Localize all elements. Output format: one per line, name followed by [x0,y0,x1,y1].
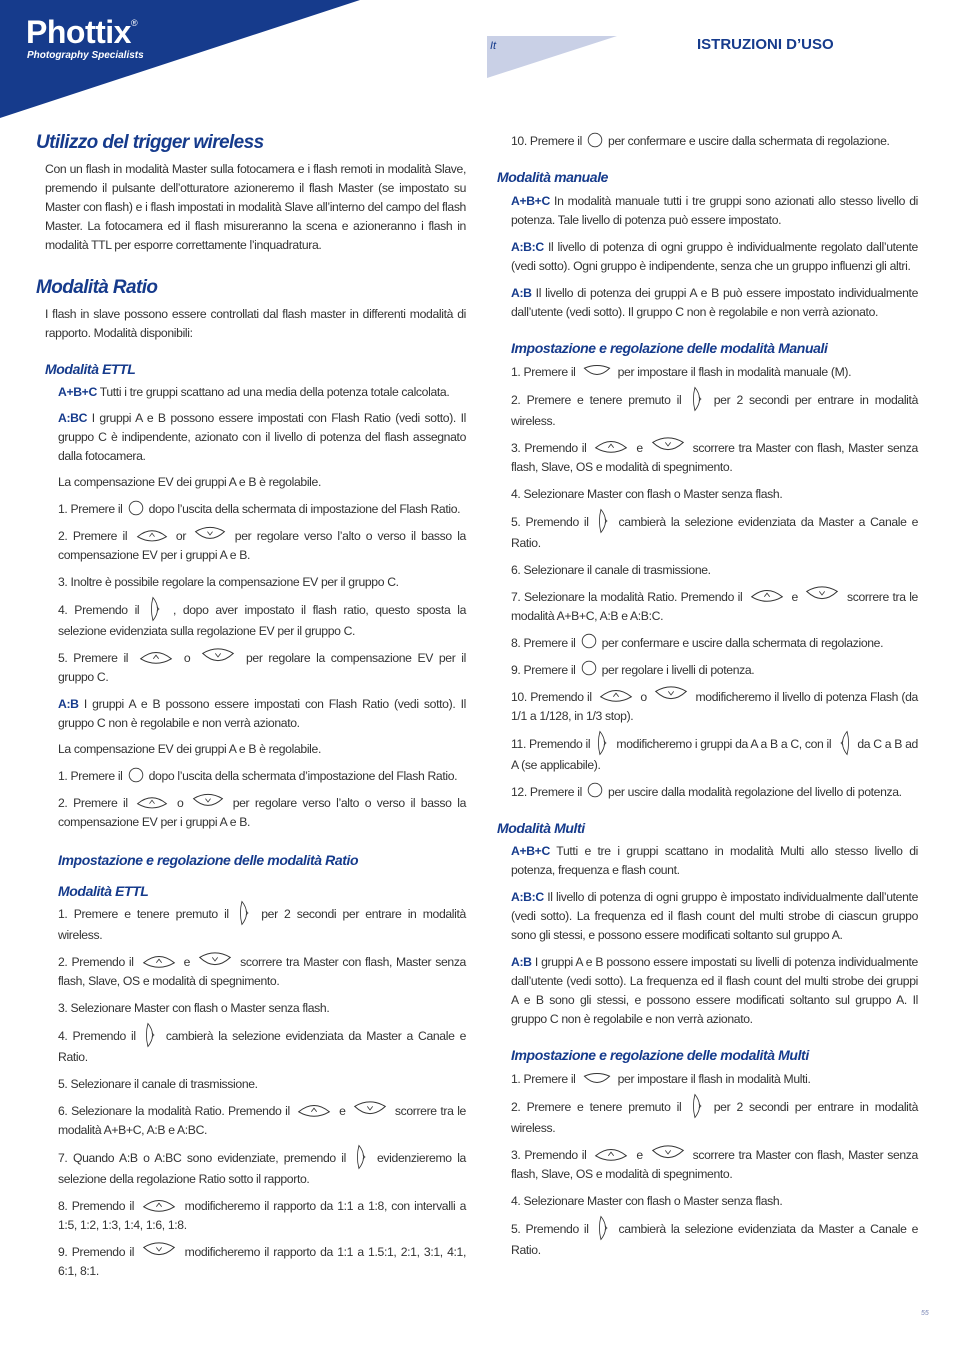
multi-step-2: 2. Premere e tenere premuto il per 2 secondi per entrare in modalità wireless. [511,1097,918,1138]
ratio-step-1: 1. Premere e tenere premuto il per 2 secondi per entrare in modalità wireless. [58,904,466,945]
right-column [497,132,918,1260]
multi-ab: A:B I gruppi A e B possono essere impostati su livelli di potenza individualmente dall’utente (vedi sotto). La frequenza ed il flash count del multi strobe dei gruppi A e B sono gli stessi, e possono essere modificati soltanto sul gruppo A. Il gruppo C non è regolabile e non verrà azionato. [511,955,918,1027]
ettl-step-5: 5. Premere il o per regolare la compensazione EV per il gruppo C. [58,649,466,687]
manual-step-9: 9. Premere il per regolare i livelli di potenza. [511,661,918,680]
ratio-step-3: 3. Selezionare Master con flash o Master senza flash. [58,1001,330,1016]
heading-wireless: Utilizzo del trigger wireless [36,132,264,153]
manual-step-8: 8. Premere il per confermare e uscire dalla schermata di regolazione. [511,634,918,653]
mode-icon [581,361,613,379]
heading-manual: Modalità manuale [497,169,609,185]
multi-step-5: 5. Premendo il cambierà la selezione evidenziata da Master a Canale e Ratio. [511,1219,918,1260]
set-icon [587,132,603,148]
manual-step-3: 3. Premendo il e scorrere tra Master con flash, Master senza flash, Slave, OS e modalità di spegnimento. [511,439,918,477]
set-icon [581,633,597,649]
heading-set-ratio: Impostazione e regolazione delle modalità Ratio [58,852,359,869]
multi-step-3: 3. Premendo il e scorrere tra Master con flash, Master senza flash, Slave, OS e modalità di spegnimento. [511,1146,918,1184]
mhi-side-icon [690,1093,706,1119]
page-number: 55 [921,1310,929,1317]
brand-tagline: Photography Specialists [27,50,144,61]
heading-multi: Modalità Multi [497,819,585,836]
set-icon [128,500,144,516]
ettl-step-2: 2. Premere il or per regolare verso l’alto o verso il basso la compensazione EV per i gruppi A e B. [58,527,466,565]
ratio-step-9: 9. Premendo il modificheremo il rapporto da 1:1 a 1.5:1, 2:1, 3:1, 4:1, 6:1, 8:1. [58,1243,466,1281]
set-icon [587,782,603,798]
manual-step-10: 10. Premendo il o modificheremo il livello di potenza Flash (da 1/1 a 1/128, in 1/3 stop). [511,688,918,726]
manual-step-6: 6. Selezionare il canale di trasmissione. [511,562,711,577]
heading-set-manual: Impostazione e regolazione delle modalità Manuali [511,339,828,356]
hss-down-icon [351,1101,389,1119]
multi-step-4: 4. Selezionare Master con flash o Master senza flash. [511,1194,783,1209]
multi-a-b-c: A:B:C Il livello di potenza di ogni gruppo è impostato individualmente dall’utente (vedi sotto). La frequenza ed il flash count del multi strobe di ciascun gruppo sono gli stessi, e possono essere modificati soltanto sul gruppo A. [511,890,918,943]
zoom-up-icon [136,648,176,666]
multi-step-1: 1. Premere il per impostare il flash in modalità Multi. [511,1070,918,1089]
hss-down-icon [140,1242,178,1260]
paragraph-wireless: Con un flash in modalità Master sulla fotocamera e i flash remoti in modalità Slave, premendo il pulsante dell’otturatore azioneremo il flash Master (se impostato su Master con flash) e i flash impostati in modalità Slave all’interno del campo del flash Master. La fotocamera ed il flash misureranno la scena e azioneranno i flash in modalità TTL per esporre correttamente l’inquadratura. [45,161,466,252]
ettl-step-4: 4. Premendo il , dopo aver impostato il flash ratio, questo sposta la selezione evidenziata sulla regolazione EV per il gruppo C. [58,600,466,641]
ettl-ab: A:B I gruppi A e B possono essere impostati con Flash Ratio (vedi sotto). Il gruppo C non è regolabile e non verrà azionato. [58,697,466,731]
ratio-step-7: 7. Quando A:B o A:BC sono evidenziate, premendo il evidenzieremo la selezione della regolazione Ratio sotto il rapporto. [58,1148,466,1189]
hss-down-icon [191,793,225,811]
brand-logo: Phottix® [26,14,138,50]
zoom-up-icon [748,586,786,604]
zoom-up-icon [592,1145,630,1163]
ratio-step-6: 6. Selezionare la modalità Ratio. Premendo il e scorrere tra le modalità A+B+C, A:B e A:BC. [58,1102,466,1140]
manual-step-4: 4. Selezionare Master con flash o Master senza flash. [511,486,783,501]
manual-step-7: 7. Selezionare la modalità Ratio. Premendo il e scorrere tra le modalità A+B+C, A:B e A:B:C. [511,588,918,626]
ev-note-1: La compensazione EV dei gruppi A e B è regolabile. [58,475,322,490]
ev-note-2: La compensazione EV dei gruppi A e B è regolabile. [58,742,322,757]
hss-down-icon [649,437,687,455]
zoom-up-icon [597,686,635,704]
zoom-up-icon [140,1196,178,1214]
manual-step-5: 5. Premendo il cambierà la selezione evidenziata da Master a Canale e Ratio. [511,512,918,553]
manual-step-2: 2. Premere e tenere premuto il per 2 secondi per entrare in modalità wireless. [511,390,918,431]
ab-step-2: 2. Premere il o per regolare verso l’alto o verso il basso la compensazione EV per i gruppi A e B. [58,794,466,832]
mhi-side-icon [237,900,253,926]
manual-abc: A+B+C In modalità manuale tutti i tre gruppi sono azionati allo stesso livello di potenza. Tale livello di potenza può essere impostato. [511,193,918,227]
ratio-step-8: 8. Premendo il modificheremo il rapporto da 1:1 a 1:8, con intervalli a 1:5, 1:2, 1:3, 1:4, 1:6, 1:8. [58,1197,466,1235]
zoom-up-icon [295,1101,333,1119]
paragraph-ratio: I flash in slave possono essere controllati dal flash master in differenti modalità di rapporto. Modalità disponibili: [45,306,466,340]
mhi-side-icon [143,1022,159,1048]
manual-step-11: 11. Premendo il modificheremo i gruppi da A a B a C, con il da C a B ad A (se applicabile). [511,734,918,775]
multi-abc: A+B+C Tutti e tre i gruppi scattano in modalità Multi allo stesso livello di potenza, frequenza e flash count. [511,844,918,878]
cfn-side-icon [836,730,852,756]
heading-ratio: Modalità Ratio [36,276,158,298]
ratio-step-5: 5. Selezionare il canale di trasmissione. [58,1077,258,1092]
mhi-side-icon [596,1215,612,1241]
section-title: ISTRUZIONI D’USO [697,36,834,53]
ratio-step-4: 4. Premendo il cambierà la selezione evidenziata da Master a Canale e Ratio. [58,1026,466,1067]
ettl-step-3: 3. Inoltre è possibile regolare la compensazione EV per il gruppo C. [58,575,399,590]
zoom-up-icon [140,952,178,970]
mhi-side-icon [690,386,706,412]
mhi-side-icon [595,730,611,756]
mhi-side-icon [596,508,612,534]
set-icon [128,767,144,783]
zoom-up-icon [135,793,169,811]
mhi-side-icon [148,596,164,622]
heading-set-multi: Impostazione e regolazione delle modalità Multi [511,1047,809,1064]
ratio-step-10: 10. Premere il per confermare e uscire dalla schermata di regolazione. [511,132,918,151]
hss-down-icon [649,1145,687,1163]
heading-ettl: Modalità ETTL [45,360,136,377]
heading-ettl-2: Modalità ETTL [58,883,149,900]
hss-down-icon [198,648,238,666]
ettl-a-bc: A:BC I gruppi A e B possono essere impostati con Flash Ratio (vedi sotto). Il gruppo C è indipendente, azionato con il livello di potenza del flash assegnato dalla fotocamera. [58,411,466,464]
set-icon [581,660,597,676]
ab-step-1: 1. Premere il dopo l’uscita della schermata d’impostazione del Flash Ratio. [58,767,466,786]
zoom-up-icon [135,526,169,544]
mode-icon [581,1069,613,1087]
mhi-side-icon [354,1144,370,1170]
left-column [36,132,466,1281]
language-band [487,36,617,78]
zoom-up-icon [592,437,630,455]
ettl-step-1: 1. Premere il dopo l’uscita della schermata di impostazione del Flash Ratio. [58,500,466,519]
language-label: It [490,40,497,52]
hss-down-icon [193,526,227,544]
manual-a-b-c: A:B:C Il livello di potenza di ogni gruppo è individualmente regolato dall’utente (vedi sotto). Ogni gruppo è indipendente, senza che un gruppo influenzi gli altri. [511,239,918,273]
ratio-step-2: 2. Premendo il e scorrere tra Master con flash, Master senza flash, Slave, OS e modalità di spegnimento. [58,953,466,991]
ettl-abc: A+B+C Tutti i tre gruppi scattano ad una media della potenza totale calcolata. [58,385,450,400]
hss-down-icon [803,586,841,604]
hss-down-icon [652,686,690,704]
manual-step-12: 12. Premere il per uscire dalla modalità regolazione del livello di potenza. [511,783,918,802]
manual-step-1: 1. Premere il per impostare il flash in modalità manuale (M). [511,363,918,382]
hss-down-icon [196,952,234,970]
manual-ab: A:B Il livello di potenza dei gruppi A e B può essere impostato individualmente dall’utente (vedi sotto). Il gruppo C non è regolabile e non verrà azionato. [511,285,918,319]
